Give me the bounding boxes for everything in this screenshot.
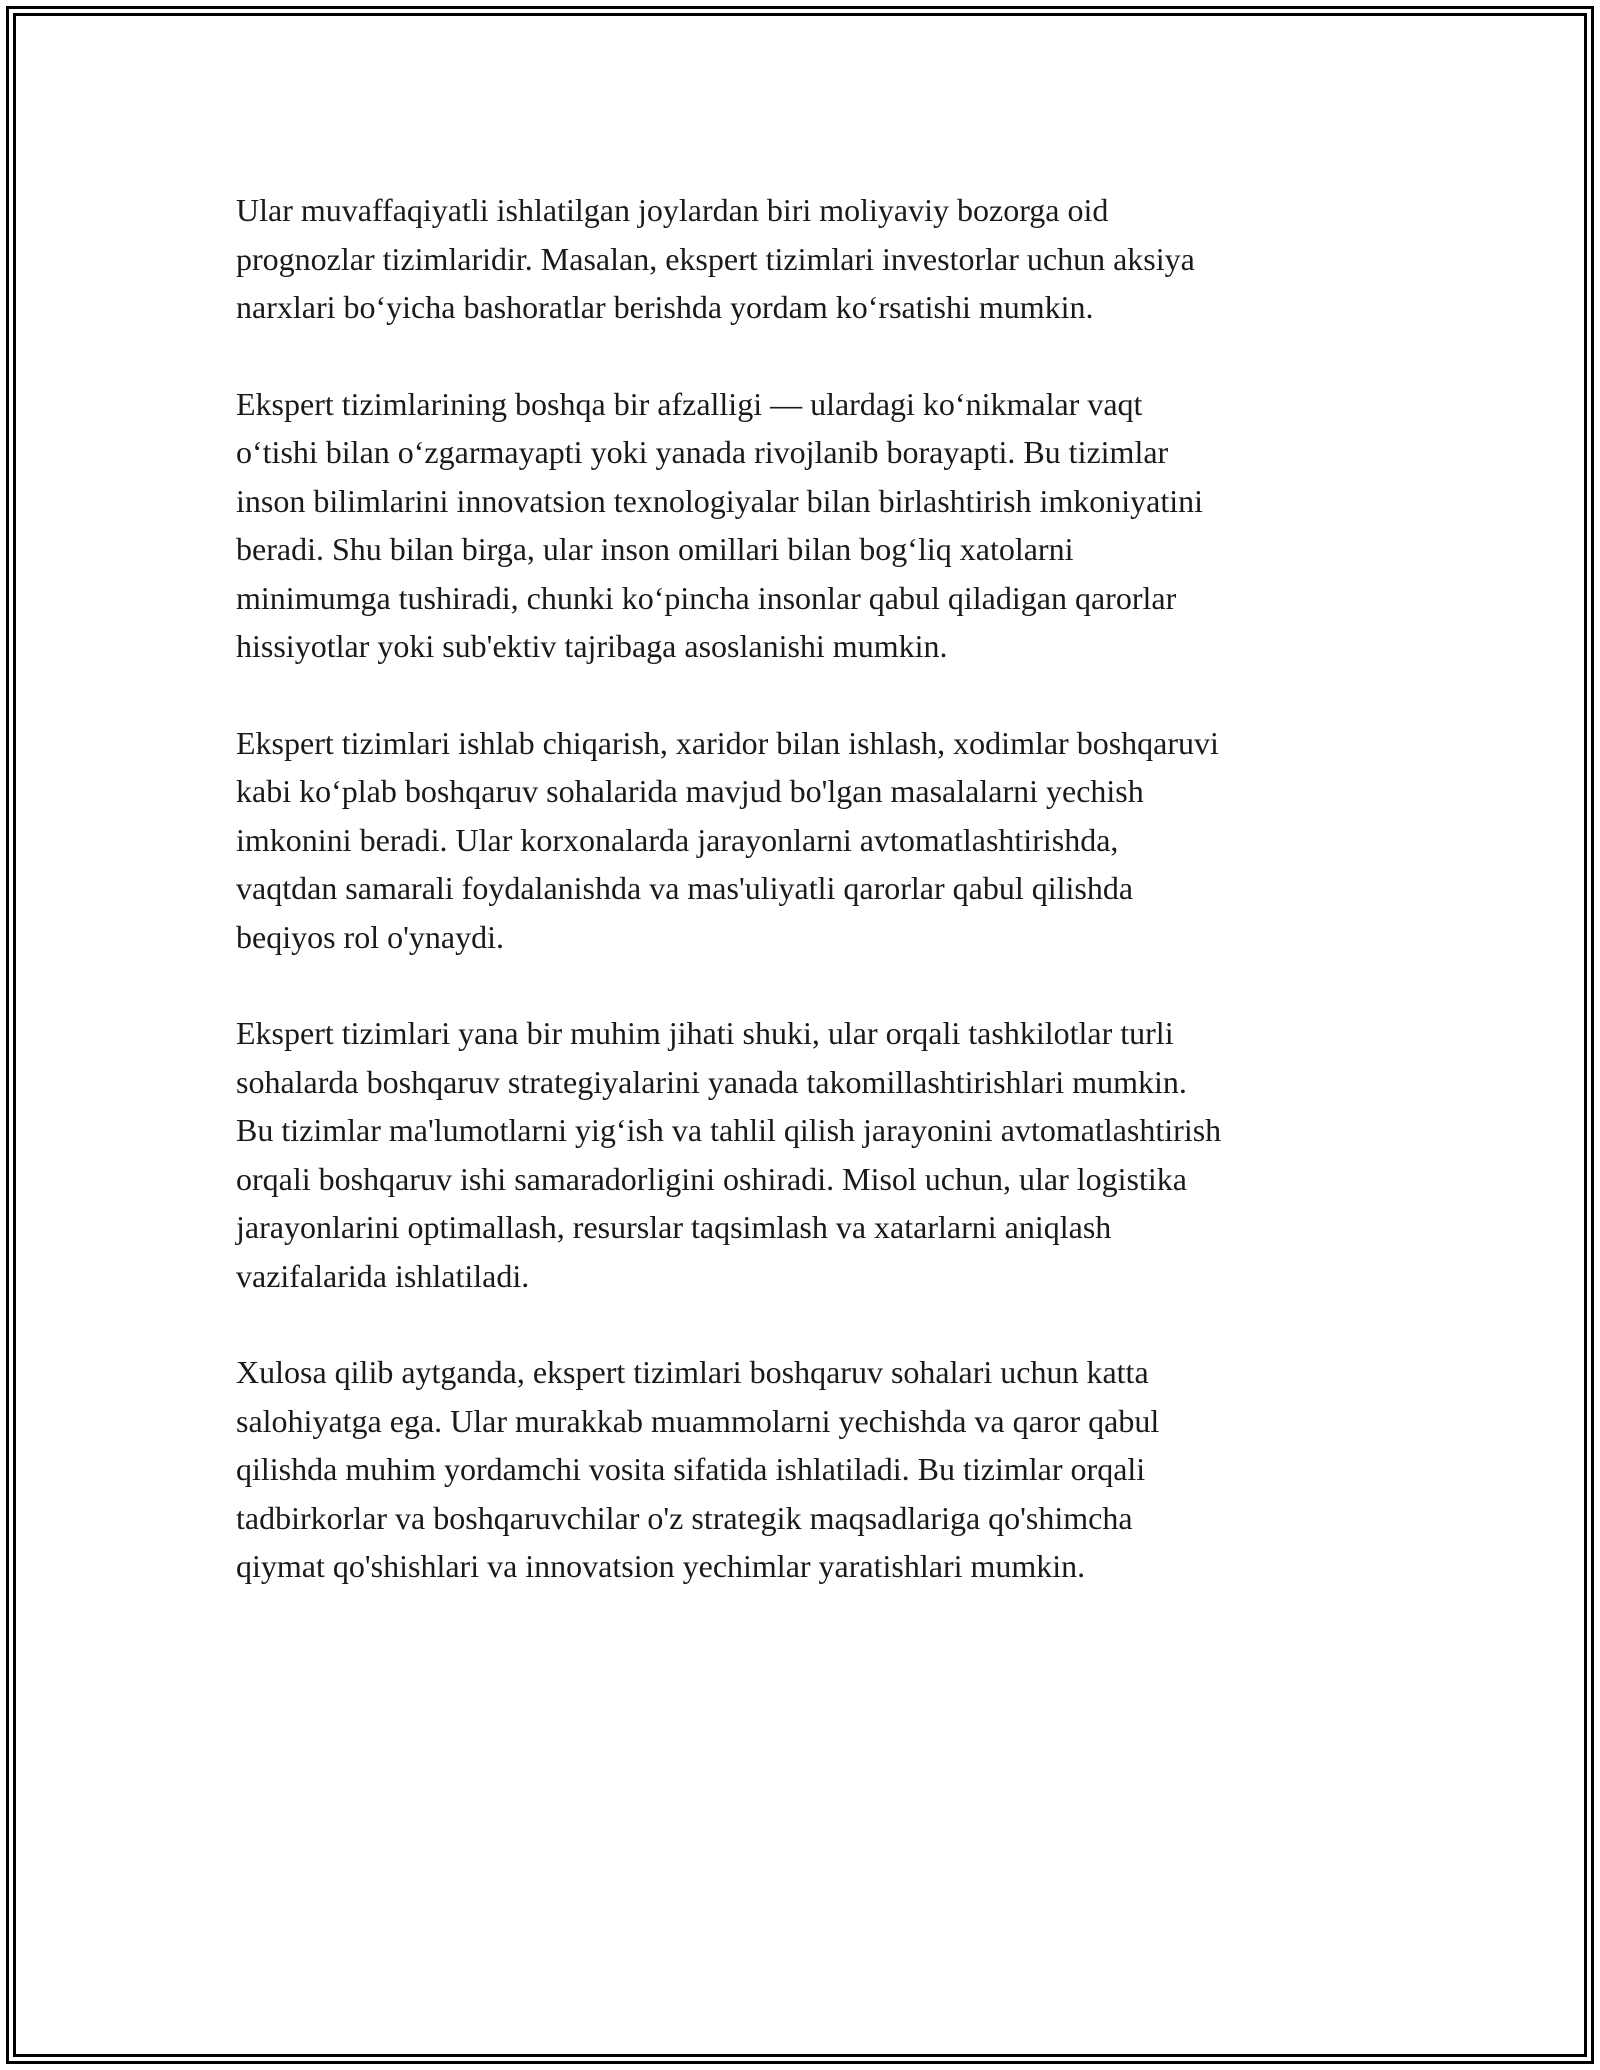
- text-line: sohalarda boshqaruv strategiyalarini yanada takomillashtirishlari mumkin.: [236, 1063, 1187, 1100]
- text-line: qilishda muhim yordamchi vosita sifatida ishlatiladi. Bu tizimlar orqali: [236, 1451, 1146, 1487]
- paragraph-5: [236, 1348, 1376, 1591]
- text-line: tadbirkorlar va boshqaruvchilar o'z strategik maqsadlariga qo'shimcha: [236, 1499, 1133, 1536]
- text-line: Xulosa qilib aytganda, ekspert tizimlari boshqaruv sohalari uchun katta: [236, 1354, 1149, 1390]
- paragraph-4: [236, 1009, 1376, 1300]
- text-line: salohiyatga ega. Ular murakkab muammolarni yechishda va qaror qabul: [236, 1402, 1160, 1439]
- paragraph-3: [236, 719, 1376, 962]
- text-line: beqiyos rol o'ynaydi.: [236, 918, 504, 955]
- text-line: vaqtdan samarali foydalanishda va mas'uliyatli qarorlar qabul qilishda: [236, 870, 1134, 906]
- text-line: prognozlar tizimlaridir. Masalan, ekspert tizimlari investorlar uchun aksiya: [236, 240, 1195, 277]
- text-line: qiymat qo'shishlari va innovatsion yechimlar yaratishlari mumkin.: [236, 1548, 1086, 1584]
- document-body: [236, 186, 1376, 1639]
- text-line: Ekspert tizimlari ishlab chiqarish, xaridor bilan ishlash, xodimlar boshqaruvi: [236, 724, 1219, 761]
- text-line: beradi. Shu bilan birga, ular inson omillari bilan bog‘liq xatolarni: [236, 531, 1074, 567]
- text-line: Bu tizimlar ma'lumotlarni yig‘ish va tahlil qilish jarayonini avtomatlashtirish: [236, 1112, 1222, 1148]
- text-line: hissiyotlar yoki sub'ektiv tajribaga asoslanishi mumkin.: [236, 628, 948, 664]
- text-line: kabi ko‘plab boshqaruv sohalarida mavjud bo'lgan masalalarni yechish: [236, 773, 1144, 809]
- text-line: minimumga tushiradi, chunki ko‘pincha insonlar qabul qiladigan qarorlar: [236, 579, 1177, 616]
- text-line: Ekspert tizimlari yana bir muhim jihati shuki, ular orqali tashkilotlar turli: [236, 1015, 1174, 1051]
- text-line: Ekspert tizimlarining boshqa bir afzalligi — ulardagi ko‘nikmalar vaqt: [236, 385, 1143, 422]
- text-line: narxlari bo‘yicha bashoratlar berishda yordam ko‘rsatishi mumkin.: [236, 289, 1094, 325]
- paragraph-1: [236, 186, 1376, 332]
- text-line: vazifalarida ishlatiladi.: [236, 1257, 530, 1294]
- text-line: o‘tishi bilan o‘zgarmayapti yoki yanada rivojlanib borayapti. Bu tizimlar: [236, 434, 1169, 470]
- paragraph-2: [236, 380, 1376, 671]
- text-line: orqali boshqaruv ishi samaradorligini oshiradi. Misol uchun, ular logistika: [236, 1160, 1187, 1197]
- text-line: imkonini beradi. Ular korxonalarda jarayonlarni avtomatlashtirishda,: [236, 821, 1119, 858]
- text-line: inson bilimlarini innovatsion texnologiyalar bilan birlashtirish imkoniyatini: [236, 482, 1203, 519]
- text-line: jarayonlarini optimallash, resurslar taqsimlash va xatarlarni aniqlash: [236, 1209, 1112, 1245]
- text-line: Ular muvaffaqiyatli ishlatilgan joylardan biri moliyaviy bozorga oid: [236, 192, 1109, 228]
